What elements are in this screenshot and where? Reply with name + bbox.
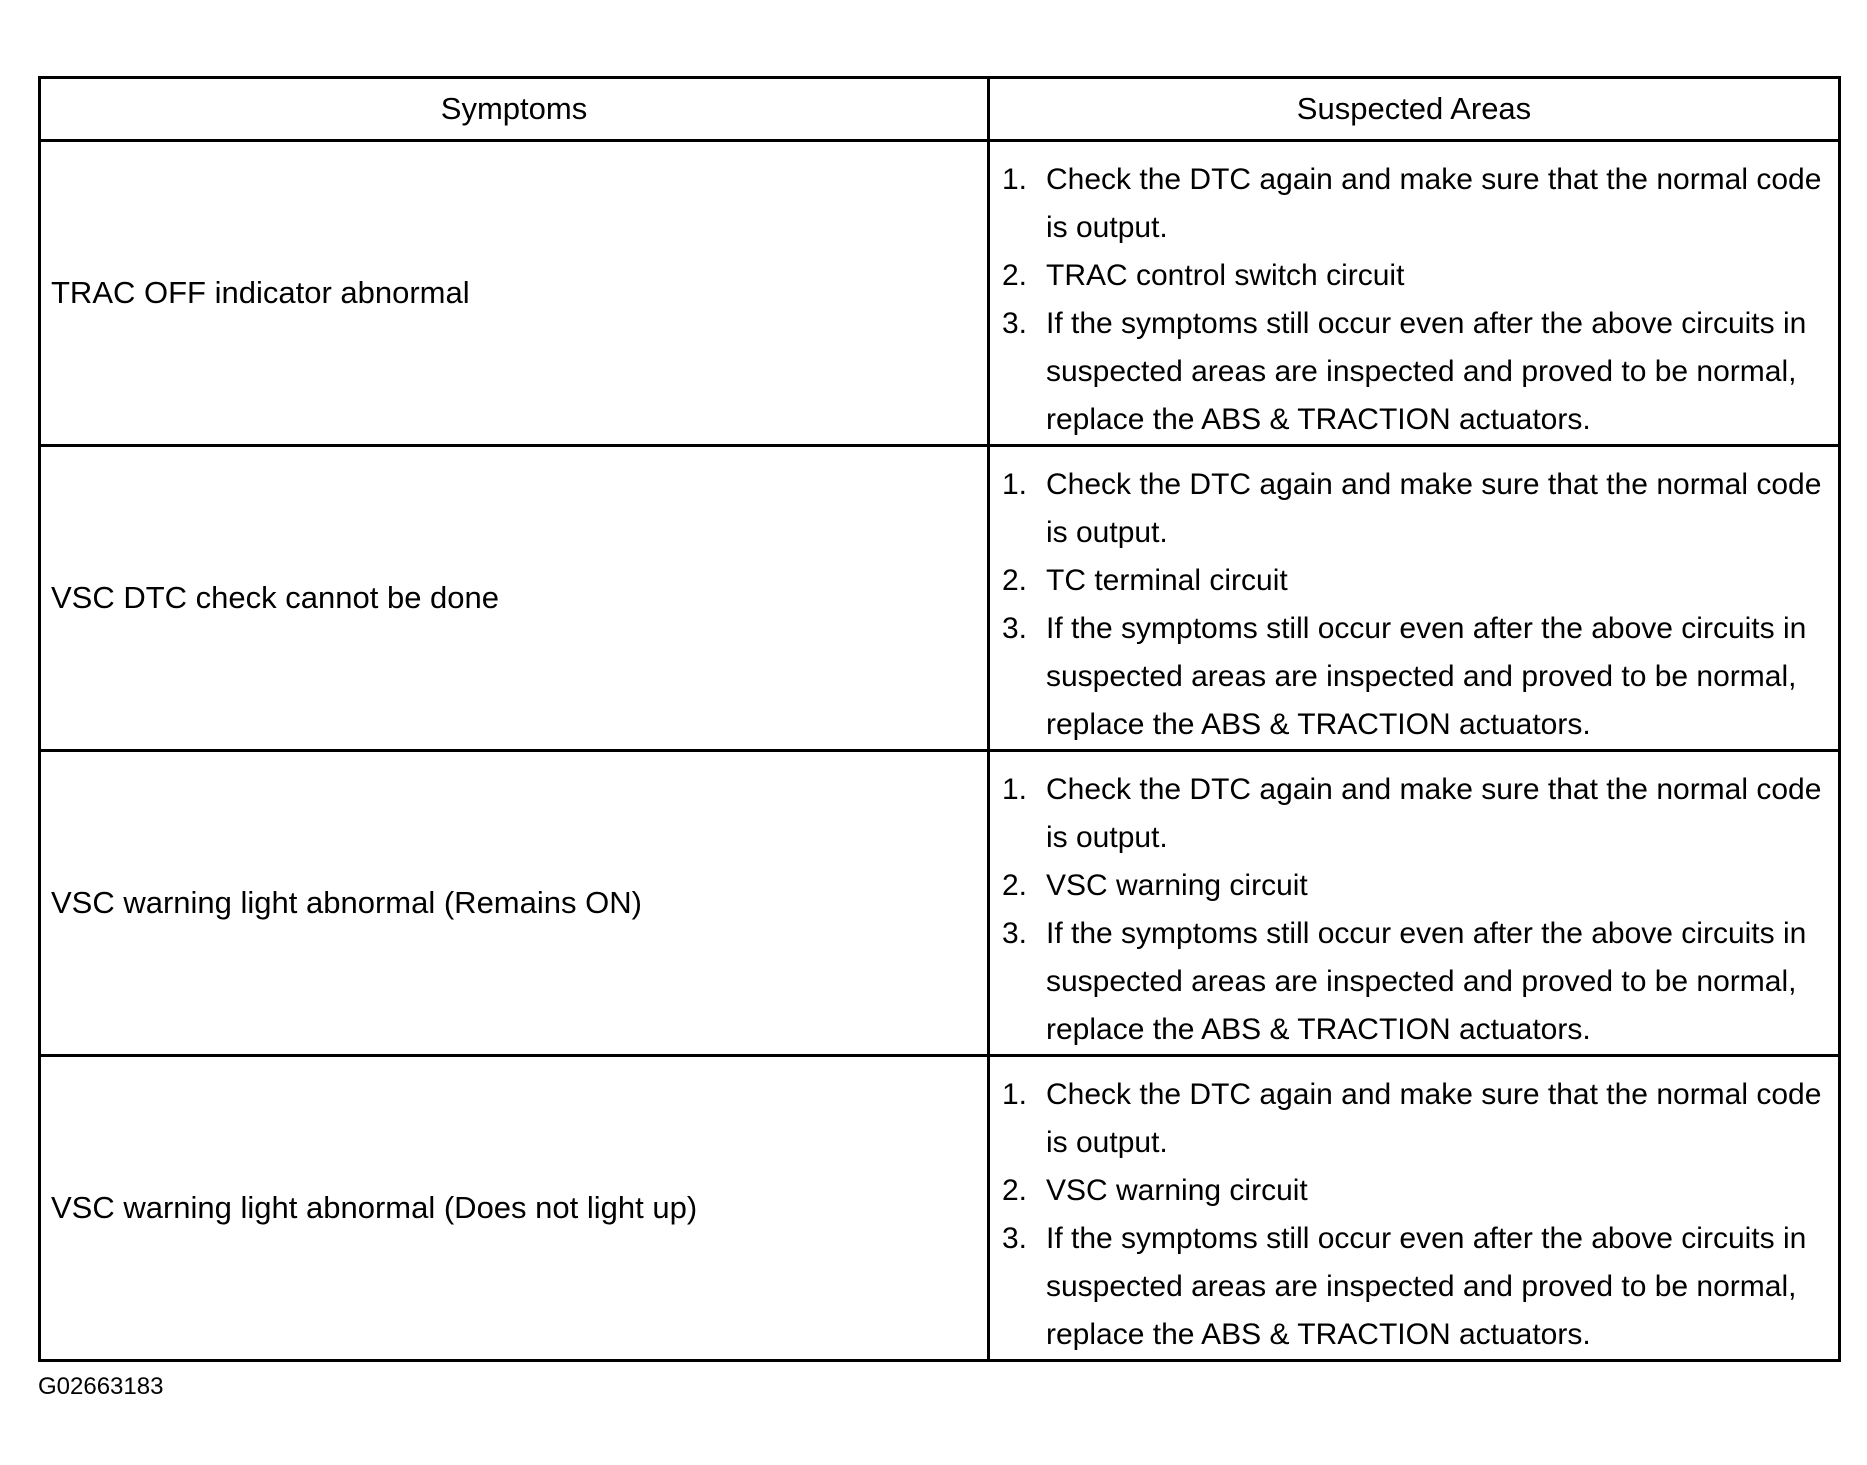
list-item (1002, 1071, 1826, 1167)
item-text: If the symptoms still occur even after the above circuits in suspected areas are inspected and proved to be normal, replace the ABS & TRACTION actuators. (1046, 612, 1807, 741)
suspected-areas-cell (989, 446, 1840, 751)
symptom-cell: VSC warning light abnormal (Remains ON) (40, 751, 989, 1056)
item-number: 3. (1002, 307, 1028, 340)
item-number: 2. (1002, 869, 1028, 902)
item-text: VSC warning circuit (1046, 1174, 1308, 1207)
list-item (1002, 766, 1826, 862)
item-number: 3. (1002, 612, 1028, 645)
item-number: 1. (1002, 163, 1028, 196)
list-item (1002, 252, 1826, 300)
list-item (1002, 461, 1826, 557)
table-row (40, 141, 1840, 446)
item-text: TRAC control switch circuit (1046, 259, 1405, 292)
header-suspected-areas: Suspected Areas (989, 78, 1840, 141)
suspected-areas-cell (989, 1056, 1840, 1361)
symptom-cell: VSC DTC check cannot be done (40, 446, 989, 751)
list-item (1002, 300, 1826, 444)
list-item (1002, 1215, 1826, 1359)
item-number: 1. (1002, 773, 1028, 806)
symptom-cell: TRAC OFF indicator abnormal (40, 141, 989, 446)
item-number: 2. (1002, 564, 1028, 597)
list-item (1002, 557, 1826, 605)
figure-id: G02663183 (38, 1373, 164, 1400)
header-symptoms: Symptoms (40, 78, 989, 141)
table-row (40, 751, 1840, 1056)
suspected-areas-list (1002, 156, 1826, 444)
item-number: 1. (1002, 468, 1028, 501)
item-number: 3. (1002, 917, 1028, 950)
suspected-areas-cell (989, 141, 1840, 446)
suspected-areas-list (1002, 461, 1826, 749)
list-item (1002, 910, 1826, 1054)
item-text: If the symptoms still occur even after the above circuits in suspected areas are inspected and proved to be normal, replace the ABS & TRACTION actuators. (1046, 307, 1807, 436)
symptom-cell: VSC warning light abnormal (Does not light up) (40, 1056, 989, 1361)
item-text: If the symptoms still occur even after the above circuits in suspected areas are inspected and proved to be normal, replace the ABS & TRACTION actuators. (1046, 1222, 1807, 1351)
list-item (1002, 156, 1826, 252)
item-number: 2. (1002, 259, 1028, 292)
list-item (1002, 605, 1826, 749)
suspected-areas-list (1002, 766, 1826, 1054)
table-row (40, 1056, 1840, 1361)
suspected-areas-cell (989, 751, 1840, 1056)
item-text: VSC warning circuit (1046, 869, 1308, 902)
list-item (1002, 1167, 1826, 1215)
item-number: 1. (1002, 1078, 1028, 1111)
item-text: TC terminal circuit (1046, 564, 1288, 597)
item-text: Check the DTC again and make sure that the normal code is output. (1046, 773, 1822, 854)
item-text: Check the DTC again and make sure that the normal code is output. (1046, 1078, 1822, 1159)
symptom-table (38, 76, 1841, 1362)
suspected-areas-list (1002, 1071, 1826, 1359)
item-text: Check the DTC again and make sure that the normal code is output. (1046, 163, 1822, 244)
item-number: 3. (1002, 1222, 1028, 1255)
table-row (40, 446, 1840, 751)
item-text: If the symptoms still occur even after the above circuits in suspected areas are inspected and proved to be normal, replace the ABS & TRACTION actuators. (1046, 917, 1807, 1046)
item-number: 2. (1002, 1174, 1028, 1207)
list-item (1002, 862, 1826, 910)
item-text: Check the DTC again and make sure that the normal code is output. (1046, 468, 1822, 549)
table-header-row (40, 78, 1840, 141)
